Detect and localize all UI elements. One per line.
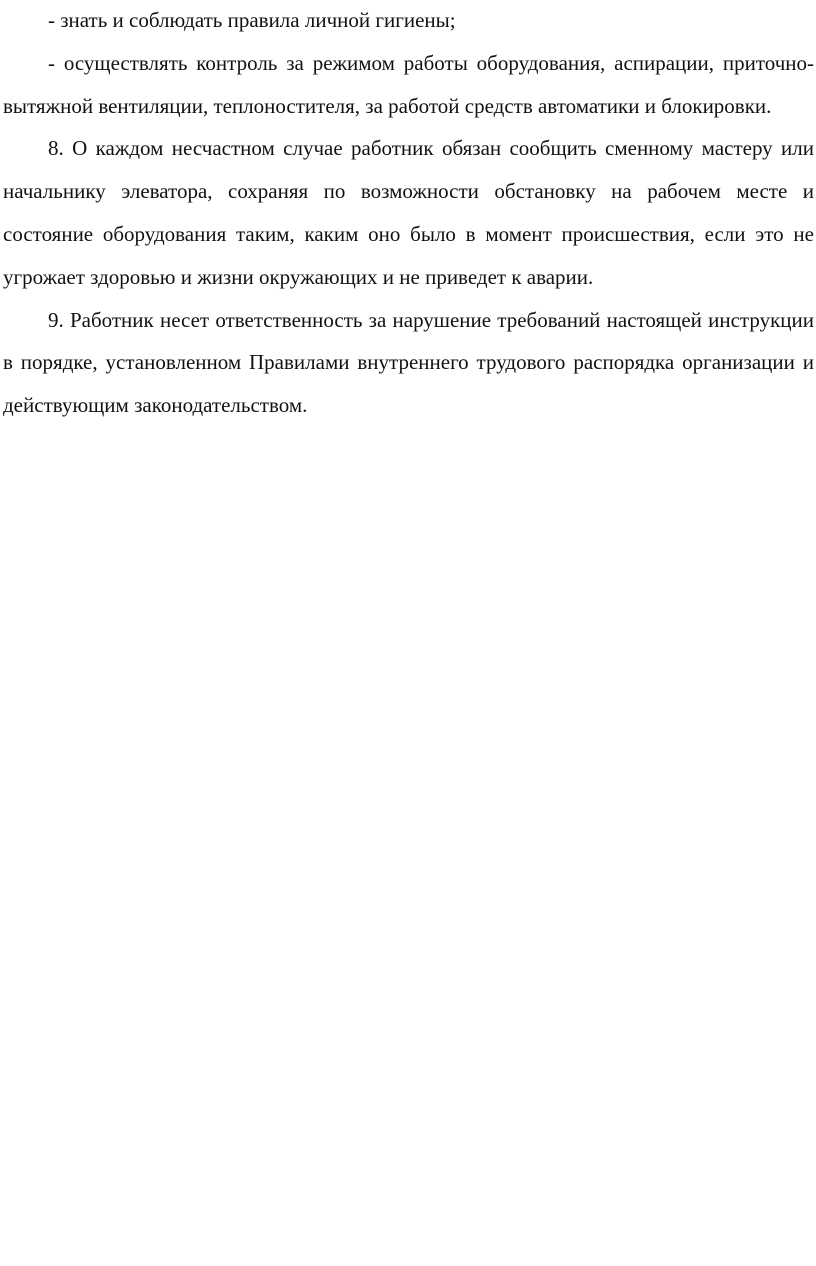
paragraph-accident-reporting: 8. О каждом несчастном случае работник обязан сообщить сменному мастеру или начальнику элеватора, сохраняя по возможности обстановку на рабочем месте и состояние оборудования таким, каким оно было в момент происшествия, если это не угрожает здоровью и жизни окружающих и не приведет к аварии.	[3, 136, 814, 289]
paragraph-hygiene: - знать и соблюдать правила личной гигиены;	[48, 8, 456, 32]
paragraph-responsibility: 9. Работник несет ответственность за нарушение требований настоящей инструкции в порядке, установленном Правилами внутреннего трудового распорядка организации и действующим законодательством.	[3, 307, 814, 418]
paragraph-equipment-control: - осуществлять контроль за режимом работы оборудования, аспирации, приточно-вытяжной вентиляции, теплоностителя, за работой средств автоматики и блокировки.	[3, 50, 814, 118]
